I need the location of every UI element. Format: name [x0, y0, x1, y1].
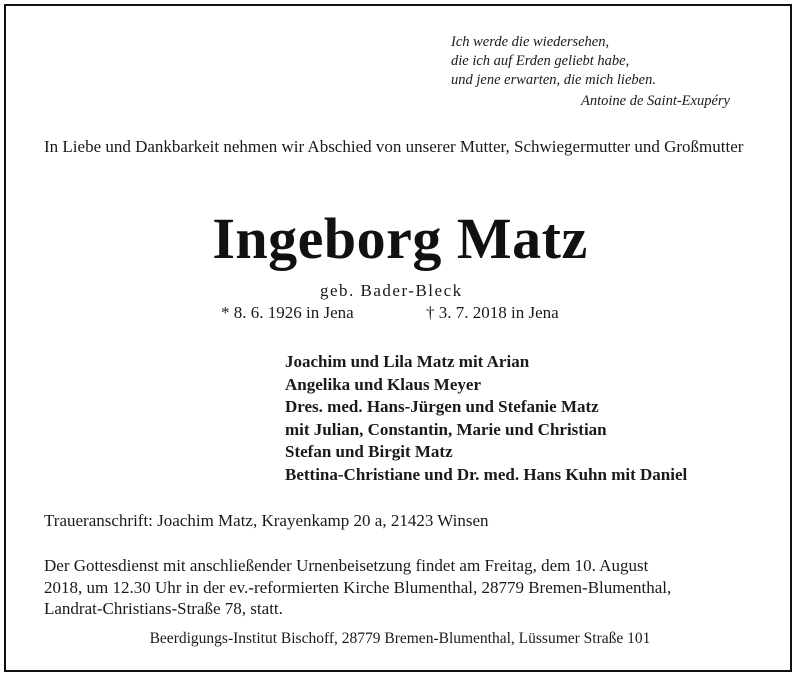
quote-line: und jene erwarten, die mich lieben. — [451, 72, 656, 88]
family-list — [285, 351, 687, 487]
deceased-name: Ingeborg Matz — [212, 206, 588, 271]
service-info — [44, 555, 764, 620]
service-line: Landrat-Christians-Straße 78, statt. — [44, 599, 283, 618]
birth-date: * 8. 6. 1926 in Jena — [221, 303, 354, 322]
family-member: mit Julian, Constantin, Marie und Christian — [285, 419, 607, 439]
quote-line: die ich auf Erden geliebt habe, — [451, 53, 630, 69]
family-member: Stefan und Birgit Matz — [285, 442, 453, 462]
quote-line: Ich werde die wiedersehen, — [451, 34, 610, 50]
family-member: Dres. med. Hans-Jürgen und Stefanie Matz — [285, 397, 599, 417]
family-member: Bettina-Christiane und Dr. med. Hans Kuhn mit Daniel — [285, 464, 688, 484]
family-member: Joachim und Lila Matz mit Arian — [285, 352, 530, 371]
family-member: Angelika und Klaus Meyer — [285, 374, 481, 394]
undertaker-info: Beerdigungs-Institut Bischoff, 28779 Bremen-Blumenthal, Lüssumer Straße 101 — [149, 630, 651, 647]
epigraph-quote — [451, 33, 771, 109]
service-line: 2018, um 12.30 Uhr in der ev.-reformierten Kirche Blumenthal, 28779 Bremen-Blumenthal, — [44, 577, 672, 597]
birth-name: geb. Bader-Bleck — [320, 281, 463, 300]
mourning-address: Traueranschrift: Joachim Matz, Krayenkamp 20 a, 21423 Winsen — [44, 511, 489, 530]
quote-author: Antoine de Saint-Exupéry — [581, 93, 730, 109]
death-date: † 3. 7. 2018 in Jena — [426, 303, 559, 322]
service-line: Der Gottesdienst mit anschließender Urnenbeisetzung findet am Freitag, dem 10. August — [44, 556, 649, 575]
intro-text: In Liebe und Dankbarkeit nehmen wir Abschied von unserer Mutter, Schwiegermutter und Großmutter — [44, 137, 744, 156]
